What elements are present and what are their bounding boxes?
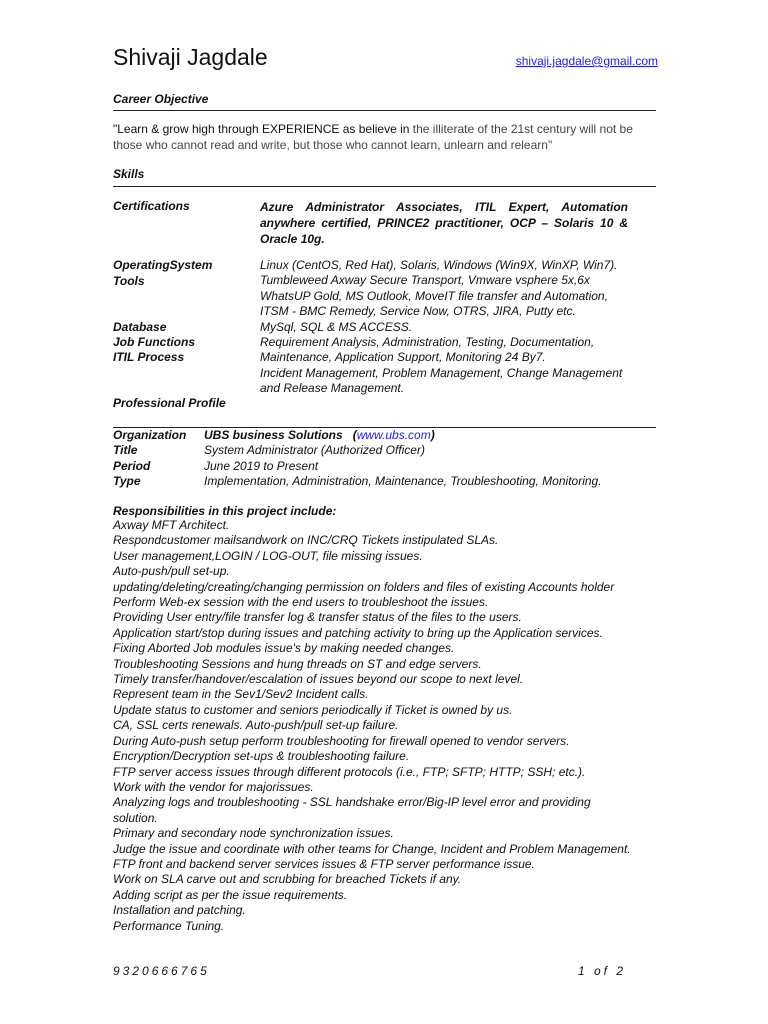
professional-profile-heading: Professional Profile	[113, 396, 226, 410]
footer-phone-number: 9320666765	[113, 964, 210, 978]
list-item: Fixing Aborted Job modules issue's by making needed changes.	[113, 641, 455, 656]
list-item: CA, SSL certs renewals. Auto-push/pull set-up failure.	[113, 718, 399, 733]
objective-rest: the illiterate of the 21st century will not be those who cannot read and write, but those who cannot learn, unlearn and relearn"	[113, 122, 633, 152]
organization-label: Organization	[113, 428, 187, 442]
list-item: During Auto-push setup perform troubleshooting for firewall opened to vendor servers.	[113, 733, 570, 748]
skills-line: MySql, SQL & MS ACCESS.	[260, 319, 413, 334]
list-item: Troubleshooting Sessions and hung threads on ST and edge servers.	[113, 656, 482, 671]
list-item: updating/deleting/creating/changing permission on folders and files of existing Accounts holder	[113, 579, 615, 594]
certifications-value: Azure Administrator Associates, ITIL Expert, Automation anywhere certified, PRINCE2 practitioner, OCP – Solaris 10 & Oracle 10g.	[260, 200, 628, 246]
list-item: Application start/stop during issues and patching activity to bring up the Application services.	[113, 625, 603, 640]
title-value: System Administrator (Authorized Officer)	[204, 443, 425, 457]
type-label: Type	[113, 474, 141, 488]
organization-name: UBS business Solutions	[204, 428, 343, 442]
list-item: Judge the issue and coordinate with other teams for Change, Incident and Problem Management.	[113, 841, 631, 856]
skills-line: Tumbleweed Axway Secure Transport, Vmware vsphere 5x,6x	[260, 273, 590, 288]
list-item: Performance Tuning.	[113, 918, 225, 933]
skills-heading: Skills	[113, 167, 145, 181]
organization-website-link[interactable]: www.ubs.com	[356, 428, 431, 442]
list-item: Analyzing logs and troubleshooting - SSL handshake error/Big-IP level error and providing solution.	[113, 795, 591, 825]
section-divider	[113, 186, 656, 187]
os-label: OperatingSystem	[113, 258, 213, 272]
list-item: Primary and secondary node synchronization issues.	[113, 826, 394, 841]
skills-values	[260, 258, 622, 397]
responsibilities-list	[113, 518, 633, 934]
list-item: Auto-push/pull set-up.	[113, 564, 230, 579]
skills-line: Linux (CentOS, Red Hat), Solaris, Windows (Win9X, WinXP, Win7).	[260, 258, 618, 272]
organization-value	[204, 428, 435, 443]
career-objective-text	[113, 121, 658, 153]
certifications-label: Certifications	[113, 199, 190, 213]
list-item: Axway MFT Architect.	[113, 518, 230, 532]
itil-process-label: ITIL Process	[113, 350, 185, 364]
list-item: Installation and patching.	[113, 903, 246, 918]
list-item: Represent team in the Sev1/Sev2 Incident calls.	[113, 687, 369, 702]
section-divider	[113, 110, 656, 111]
list-item: Encryption/Decryption set-ups & troubleshooting failure.	[113, 749, 410, 764]
objective-emphasis: "Learn & grow high through EXPERIENCE as believe in	[113, 122, 413, 136]
period-value: June 2019 to Present	[204, 459, 319, 473]
responsibilities-heading: Responsibilities in this project include:	[113, 504, 337, 518]
email-link[interactable]: shivaji.jagdale@gmail.com	[515, 54, 658, 68]
skills-line: Incident Management, Problem Management, Change Management	[260, 365, 623, 380]
list-item: Timely transfer/handover/escalation of issues beyond our scope to next level.	[113, 672, 524, 687]
list-item: Perform Web-ex session with the end users to troubleshoot the issues.	[113, 595, 489, 610]
list-item: Work with the vendor for majorissues.	[113, 779, 314, 794]
list-item: FTP front and backend server services issues & FTP server performance issue.	[113, 856, 535, 871]
candidate-name: Shivaji Jagdale	[113, 44, 268, 70]
list-item: Respondcustomer mailsandwork on INC/CRQ Tickets instipulated SLAs.	[113, 533, 499, 548]
tools-label: Tools	[113, 274, 145, 288]
list-item: Update status to customer and seniors periodically if Ticket is owned by us.	[113, 702, 513, 717]
footer-page-number: 1 of 2	[578, 964, 627, 978]
list-item: Adding script as per the issue requirements.	[113, 887, 348, 902]
list-item: FTP server access issues through different protocols (i.e., FTP; SFTP; HTTP; SSH; etc.).	[113, 764, 586, 779]
skills-line: ITSM - BMC Remedy, Service Now, OTRS, JIRA, Putty etc.	[260, 304, 576, 319]
skills-line: Maintenance, Application Support, Monitoring 24 By7.	[260, 350, 546, 365]
skills-line: Requirement Analysis, Administration, Testing, Documentation,	[260, 335, 595, 350]
title-label: Title	[113, 443, 138, 457]
list-item: User management,LOGIN / LOG-OUT, file missing issues.	[113, 548, 423, 563]
job-functions-label: Job Functions	[113, 335, 195, 349]
career-objective-heading: Career Objective	[113, 92, 209, 106]
list-item: Providing User entry/file transfer log & transfer status of the files to the users.	[113, 610, 522, 625]
database-label: Database	[113, 320, 167, 334]
skills-line: WhatsUP Gold, MS Outlook, MoveIT file transfer and Automation,	[260, 288, 608, 303]
period-label: Period	[113, 459, 151, 473]
skills-line: and Release Management.	[260, 381, 405, 396]
paren-close: )	[430, 428, 435, 442]
list-item: Work on SLA carve out and scrubbing for breached Tickets if any.	[113, 872, 462, 887]
paren-open: (	[352, 428, 357, 442]
type-value: Implementation, Administration, Maintenance, Troubleshooting, Monitoring.	[204, 474, 602, 488]
